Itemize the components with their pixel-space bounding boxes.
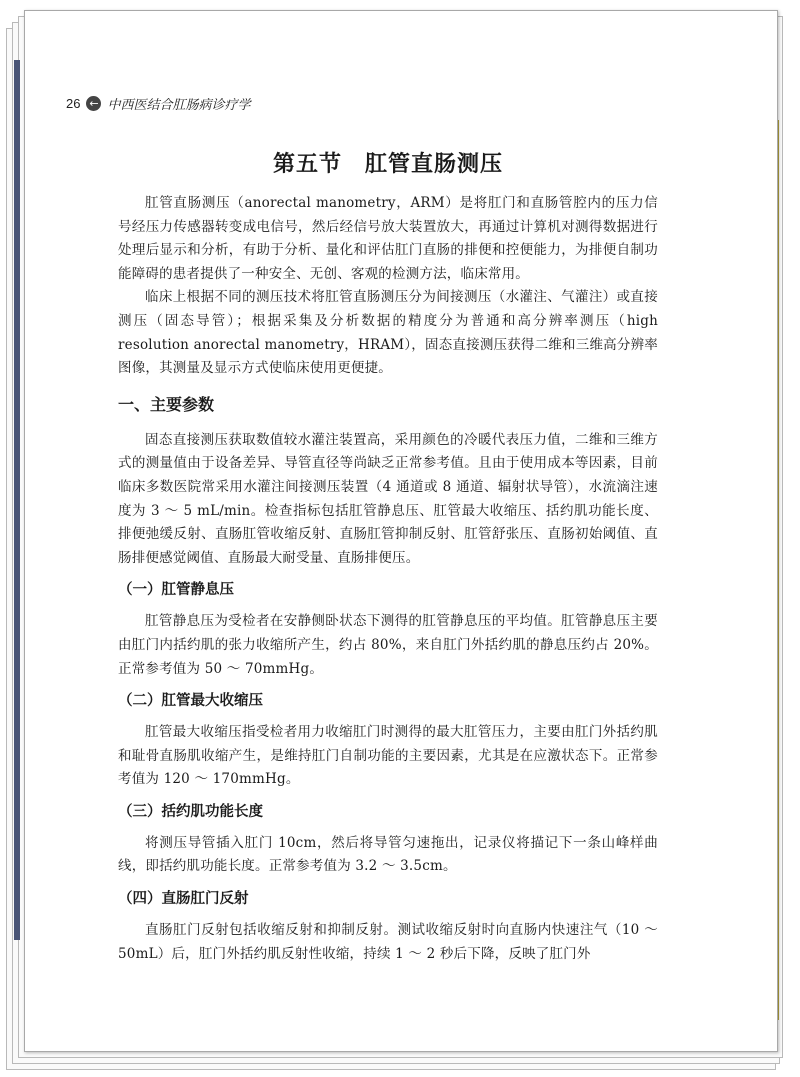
- intro-paragraph-1: 肛管直肠测压（anorectal manometry，ARM）是将肛门和直肠管腔内的压力信号经压力传感器转变成电信号，然后经信号放大装置放大，再通过计算机对测得数据进行处理后显示和分析，有助于分析、量化和评估肛门直肠的排便和控便能力，为排便自制功能障碍的患者提供了一种安全、无创、客观的检测方法，临床常用。: [118, 195, 658, 282]
- page-content: [118, 146, 658, 966]
- section-title: 第五节 肛管直肠测压: [272, 151, 503, 177]
- subsection-text-3: 将测压导管插入肛门 10cm，然后将导管匀速拖出，记录仪将描记下一条山峰样曲线，即括约肌功能长度。正常参考值为 3.2 ～ 3.5cm。: [118, 834, 658, 875]
- main-parameters-paragraph: 固态直接测压获取数值较水灌注装置高，采用颜色的冷暖代表压力值，二维和三维方式的测量值由于设备差异、导管直径等尚缺乏正常参考值。且由于使用成本等因素，目前临床多数医院常采用水灌注间接测压装置（4 通道或 8 通道、辐射状导管），水流滴注速度为 3 ～ 5 mL/min。检查指标包括肛管静息压、肛管最大收缩压、括约肌功能长度、排便弛缓反射、直肠肛管收缩反射、直肠肛管抑制反射、肛管舒张压、直肠初始阈值、直肠排便感觉阈值、直肠最大耐受量、直肠排便压。: [118, 431, 658, 566]
- subsection-heading-2: （二）肛管最大收缩压: [118, 692, 263, 710]
- running-header: [66, 94, 250, 113]
- subsection-heading-3: （三）括约肌功能长度: [118, 802, 263, 820]
- intro-paragraph-2: 临床上根据不同的测压技术将肛管直肠测压分为间接测压（水灌注、气灌注）或直接测压（固态导管）；根据采集及分析数据的精度分为普通和高分辨率测压（high resolution anorectal manometry，HRAM），固态直接测压获得二维和三维高分辨率图像，其测量及显示方式使临床使用更便捷。: [118, 289, 658, 377]
- subsection-text-1: 肛管静息压为受检者在安静侧卧状态下测得的肛管静息压的平均值。肛管静息压主要由肛门内括约肌的张力收缩所产生，约占 80%，来自肛门外括约肌的静息压约占 20%。正常参考值为 50 ～ 70mmHg。: [118, 613, 658, 677]
- main-parameters-heading: 一、主要参数: [118, 394, 215, 414]
- back-arrow-icon: ←: [86, 96, 101, 111]
- subsection-text-4: 直肠肛门反射包括收缩反射和抑制反射。测试收缩反射时向直肠内快速注气（10 ～ 50mL）后，肛门外括约肌反射性收缩，持续 1 ～ 2 秒后下降，反映了肛门外: [118, 922, 658, 962]
- subsection-text-2: 肛管最大收缩压指受检者用力收缩肛门时测得的最大肛管压力，主要由肛门外括约肌和耻骨直肠肌收缩产生，是维持肛门自制功能的主要因素，尤其是在应激状态下。正常参考值为 120 ～ 170mmHg。: [118, 724, 658, 788]
- cover-edge-left: [14, 60, 20, 940]
- subsection-heading-1: （一）肛管静息压: [118, 581, 234, 599]
- page-number: 26: [66, 96, 81, 111]
- subsection-heading-4: （四）直肠肛门反射: [118, 890, 249, 908]
- book-title: 中西医结合肛肠病诊疗学: [107, 98, 251, 113]
